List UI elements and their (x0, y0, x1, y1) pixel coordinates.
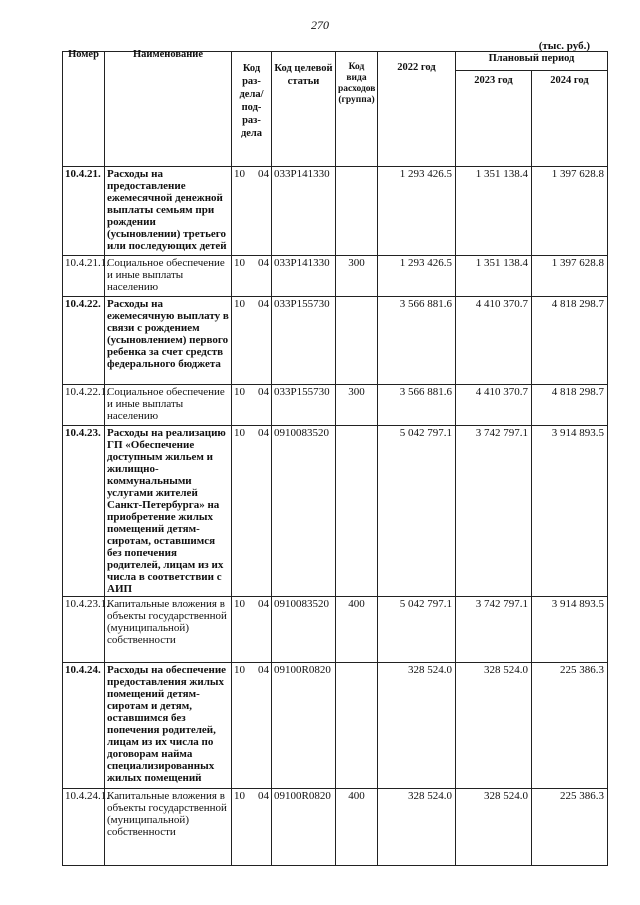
row-2024: 4 818 298.7 (532, 297, 608, 385)
row-2023: 4 410 370.7 (456, 385, 532, 426)
row-expense-type (336, 663, 378, 789)
table-row (63, 167, 608, 256)
table-row (63, 426, 608, 597)
table-row (63, 385, 608, 426)
row-2024: 225 386.3 (532, 789, 608, 866)
row-number: 10.4.21. (63, 167, 105, 256)
row-2023: 3 742 797.1 (456, 597, 532, 663)
row-2022: 1 293 426.5 (378, 167, 456, 256)
row-section: 10 (234, 427, 245, 439)
row-2023: 328 524.0 (456, 789, 532, 866)
header-2024: 2024 год (532, 71, 608, 167)
row-section-code (232, 297, 272, 385)
row-expense-type (336, 297, 378, 385)
header-planned-period: Плановый период (456, 52, 608, 71)
row-number: 10.4.23. (63, 426, 105, 597)
row-subsection: 04 (258, 257, 269, 269)
row-expense-type (336, 426, 378, 597)
row-2022: 328 524.0 (378, 663, 456, 789)
header-name: Наименование (105, 52, 232, 167)
units-label: (тыс. руб.) (538, 40, 590, 52)
row-expense-type: 300 (336, 385, 378, 426)
row-2023: 3 742 797.1 (456, 426, 532, 597)
row-2022: 1 293 426.5 (378, 256, 456, 297)
row-2022: 3 566 881.6 (378, 385, 456, 426)
row-target-code: 033P141330 (272, 167, 336, 256)
page-number: 270 (311, 18, 329, 32)
row-subsection: 04 (258, 790, 269, 802)
row-2023: 4 410 370.7 (456, 297, 532, 385)
row-number: 10.4.23.1. (63, 597, 105, 663)
table-row (63, 663, 608, 789)
row-name: Расходы на реализацию ГП «Обеспечение доступным жильем и жилищно-коммунальными услугами жителей Санкт-Петербурга» на приобретение жилых помещений детям-сиротам, оставшимся без попечения родителей, лицам из их числа в соответствии с АИП (105, 426, 232, 597)
row-section: 10 (234, 664, 245, 676)
row-expense-type (336, 167, 378, 256)
row-2024: 225 386.3 (532, 663, 608, 789)
row-name: Капитальные вложения в объекты государственной (муниципальной) собственности (105, 597, 232, 663)
row-section: 10 (234, 168, 245, 180)
row-name: Капитальные вложения в объекты государственной (муниципальной) собственности (105, 789, 232, 866)
row-section-code (232, 597, 272, 663)
row-section-code (232, 426, 272, 597)
row-2024: 3 914 893.5 (532, 426, 608, 597)
row-subsection: 04 (258, 386, 269, 398)
row-name: Социальное обеспечение и иные выплаты населению (105, 385, 232, 426)
row-target-code: 033P141330 (272, 256, 336, 297)
row-target-code: 033P155730 (272, 297, 336, 385)
row-2024: 1 397 628.8 (532, 167, 608, 256)
row-2023: 1 351 138.4 (456, 256, 532, 297)
table-row (63, 297, 608, 385)
row-expense-type: 400 (336, 789, 378, 866)
header-row (63, 52, 608, 71)
header-2023: 2023 год (456, 71, 532, 167)
row-2023: 328 524.0 (456, 663, 532, 789)
row-2022: 5 042 797.1 (378, 597, 456, 663)
header-expense-type: Код вида расходов (группа) (336, 52, 378, 167)
row-2023: 1 351 138.4 (456, 167, 532, 256)
header-section-code: Код раз- дела/ под- раз- дела (232, 52, 272, 167)
row-subsection: 04 (258, 598, 269, 610)
row-expense-type: 400 (336, 597, 378, 663)
row-2022: 3 566 881.6 (378, 297, 456, 385)
row-section: 10 (234, 386, 245, 398)
row-name: Расходы на обеспечение предоставления жилых помещений детям-сиротам и детям, оставшимся без попечения родителей, лицам из их числа по договорам найма специализированных жилых помещений (105, 663, 232, 789)
row-section: 10 (234, 298, 245, 310)
row-2024: 3 914 893.5 (532, 597, 608, 663)
header-number: Номер (63, 52, 105, 167)
row-number: 10.4.24.1. (63, 789, 105, 866)
row-target-code: 09100R0820 (272, 663, 336, 789)
row-name: Расходы на предоставление ежемесячной денежной выплаты семьям при рождении (усыновлении) третьего или последующих детей (105, 167, 232, 256)
budget-table (62, 48, 608, 866)
row-section: 10 (234, 598, 245, 610)
row-number: 10.4.22.1. (63, 385, 105, 426)
row-section-code (232, 385, 272, 426)
row-expense-type: 300 (336, 256, 378, 297)
row-target-code: 0910083520 (272, 426, 336, 597)
header-target-code: Код целевой статьи (272, 52, 336, 167)
row-subsection: 04 (258, 427, 269, 439)
row-2022: 5 042 797.1 (378, 426, 456, 597)
row-name: Расходы на ежемесячную выплату в связи с рождением (усыновлением) первого ребенка за счет средств федерального бюджета (105, 297, 232, 385)
row-target-code: 09100R0820 (272, 789, 336, 866)
row-subsection: 04 (258, 168, 269, 180)
row-number: 10.4.24. (63, 663, 105, 789)
row-section-code (232, 256, 272, 297)
table-row (63, 256, 608, 297)
header-2022: 2022 год (378, 52, 456, 167)
row-section-code (232, 789, 272, 866)
row-number: 10.4.21.1. (63, 256, 105, 297)
row-subsection: 04 (258, 298, 269, 310)
row-2022: 328 524.0 (378, 789, 456, 866)
table-row (63, 597, 608, 663)
row-name: Социальное обеспечение и иные выплаты населению (105, 256, 232, 297)
row-subsection: 04 (258, 664, 269, 676)
row-number: 10.4.22. (63, 297, 105, 385)
row-target-code: 033P155730 (272, 385, 336, 426)
row-section: 10 (234, 790, 245, 802)
row-2024: 1 397 628.8 (532, 256, 608, 297)
row-section: 10 (234, 257, 245, 269)
row-section-code (232, 663, 272, 789)
row-section-code (232, 167, 272, 256)
table-row (63, 789, 608, 866)
row-2024: 4 818 298.7 (532, 385, 608, 426)
row-target-code: 0910083520 (272, 597, 336, 663)
